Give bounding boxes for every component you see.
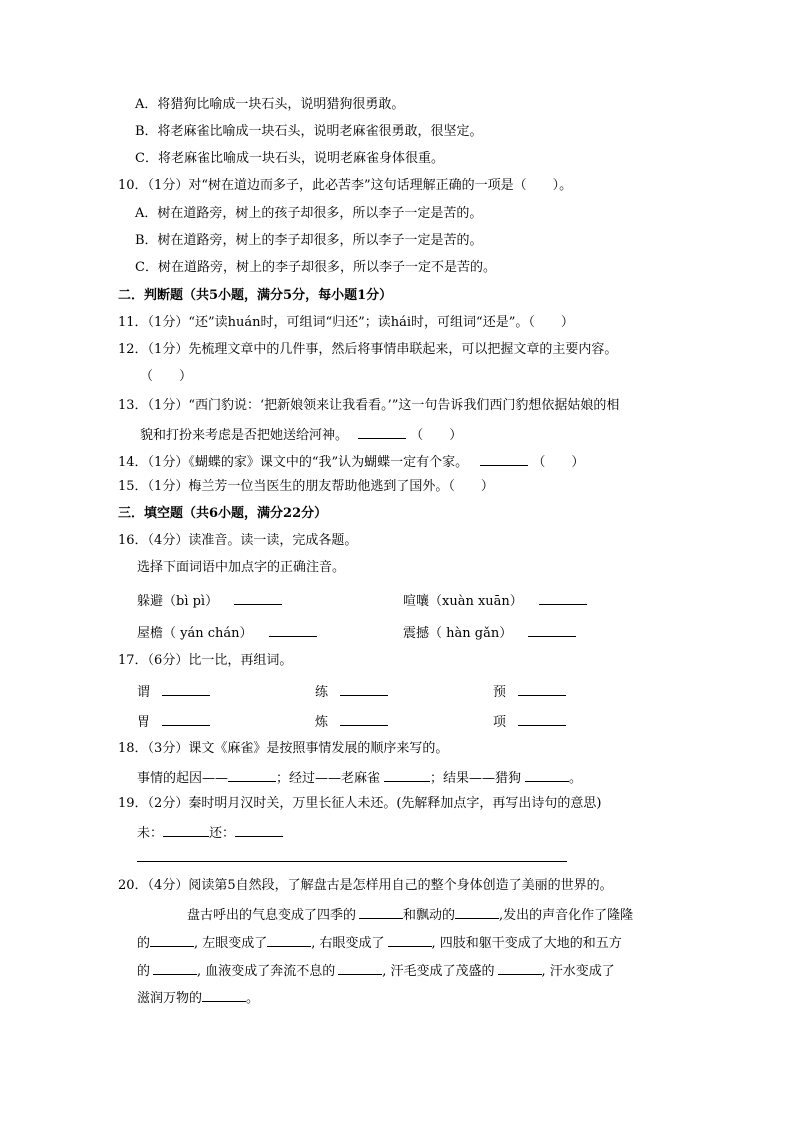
q17-char-5: 炼 <box>315 715 329 730</box>
q20-l2b: , 左眼变成了 <box>194 936 268 951</box>
q10-option-b: B．树在道路旁，树上的李子却很多，所以李子一定是苦的。 <box>135 233 483 248</box>
q19-huan-label: 还： <box>209 826 236 841</box>
q13-answer-paren: （ ） <box>410 428 463 443</box>
q20-l1b: 和飘动的 <box>403 908 456 923</box>
q20-stem: 20．（4分）阅读第5自然段，了解盘古是怎样用自己的整个身体创造了美丽的世界的。 <box>118 878 613 893</box>
q20-l1a: 盘古呼出的气息变成了四季的 <box>187 908 357 923</box>
q20-blank-7[interactable] <box>338 960 382 975</box>
q16-item-2 <box>403 590 587 611</box>
q20-l4a: 滋润万物的 <box>137 991 203 1006</box>
q17-blank-5[interactable] <box>340 711 388 726</box>
q20-l3d: , 汗水变成了 <box>541 964 615 979</box>
q20-l3a: 的 <box>137 964 151 979</box>
q17-cell-2 <box>315 681 388 702</box>
q18-blank-result[interactable] <box>525 767 569 782</box>
q16-blank-2[interactable] <box>539 590 587 605</box>
q20-line3 <box>137 960 615 981</box>
q17-blank-4[interactable] <box>162 711 210 726</box>
q17-char-6: 项 <box>493 715 507 730</box>
q17-char-2: 练 <box>315 685 329 700</box>
q19-blank-huan[interactable] <box>235 822 283 837</box>
q17-blank-6[interactable] <box>518 711 566 726</box>
q17-cell-4 <box>137 711 210 732</box>
q20-l2a: 的 <box>137 936 151 951</box>
q12-line1: 12．（1分）先梳理文章中的几件事，然后将事情串联起来，可以把握文章的主要内容。 <box>118 342 618 357</box>
q12-answer-paren: （ ） <box>140 369 193 384</box>
q16-blank-4[interactable] <box>528 622 576 637</box>
q20-line1 <box>187 904 633 925</box>
q19-blank-wei[interactable] <box>163 822 209 837</box>
q14-answer-paren: （ ） <box>532 455 585 470</box>
q15: 15．（1分）梅兰芳一位当医生的朋友帮助他逃到了国外。（ ） <box>118 479 494 494</box>
q11: 11．（1分）“还”读huán时，可组词“归还”；读hái时，可组词“还是”。（ ） <box>118 315 574 330</box>
q16-item-3 <box>137 622 317 643</box>
q20-blank-6[interactable] <box>153 960 197 975</box>
q14 <box>118 451 584 472</box>
q18-blank-process[interactable] <box>384 767 430 782</box>
q18-end: 。 <box>569 771 583 786</box>
q20-blank-8[interactable] <box>498 960 542 975</box>
q20-l3c: , 汗毛变成了茂盛的 <box>382 964 495 979</box>
q20-blank-9[interactable] <box>202 987 246 1002</box>
q17-cell-5 <box>315 711 388 732</box>
q17-blank-1[interactable] <box>162 681 210 696</box>
q20-blank-4[interactable] <box>267 932 311 947</box>
q19-wei-label: 未： <box>137 826 164 841</box>
q18-cause-label: 事情的起因—— <box>137 771 229 786</box>
q20-blank-5[interactable] <box>388 932 432 947</box>
q17-cell-3 <box>493 681 566 702</box>
q17-char-3: 预 <box>493 685 507 700</box>
q18-stem: 18．（3分）课文《麻雀》是按照事情发展的顺序来写的。 <box>118 741 449 756</box>
section3-heading: 三．填空题（共6小题，满分22分） <box>118 506 328 521</box>
q9-option-b: B．将老麻雀比喻成一块石头，说明老麻雀很勇敢，很坚定。 <box>135 124 483 139</box>
q17-cell-6 <box>493 711 566 732</box>
q13-blank[interactable] <box>358 424 406 439</box>
q17-stem: 17．（6分）比一比，再组词。 <box>118 653 293 668</box>
q20-blank-1[interactable] <box>359 904 403 919</box>
q17-blank-3[interactable] <box>518 681 566 696</box>
q19-line <box>137 822 283 843</box>
q20-l2d: , 四肢和躯干变成了大地的和五方 <box>431 936 622 951</box>
q17-cell-1 <box>137 681 210 702</box>
q18-line <box>137 767 582 788</box>
q20-l3b: , 血液变成了奔流不息的 <box>197 964 336 979</box>
q18-blank-cause[interactable] <box>228 767 276 782</box>
q16-item-1-text: 躲避（bì pì） <box>137 594 219 609</box>
q9-option-a: A．将猎狗比喻成一块石头，说明猎狗很勇敢。 <box>135 97 405 112</box>
q16-item-4 <box>403 622 576 643</box>
q9-option-c: C．将老麻雀比喻成一块石头，说明老麻雀身体很重。 <box>135 151 444 166</box>
q10-stem: 10．（1分）对“树在道边而多子，此必苦李”这句话理解正确的一项是（ ）。 <box>118 178 573 193</box>
q16-stem: 16．（4分）读准音。读一读，完成各题。 <box>118 533 358 548</box>
q13-text: 貌和打扮来考虑是否把她送给河神。 <box>140 428 349 443</box>
q16-item-3-text: 屋檐（ yán chán） <box>137 626 253 641</box>
q13-line2 <box>140 424 462 445</box>
q20-l1c: ,发出的声音化作了隆隆 <box>499 908 634 923</box>
q14-blank[interactable] <box>480 451 528 466</box>
q20-l2c: , 右眼变成了 <box>311 936 385 951</box>
section2-heading: 二．判断题（共5小题，满分5分，每小题1分） <box>118 288 393 303</box>
q10-option-a: A．树在道路旁，树上的孩子却很多，所以李子一定是苦的。 <box>135 206 483 221</box>
q20-blank-2[interactable] <box>455 904 499 919</box>
q16-item-2-text: 喧嚷（xuàn xuān） <box>403 594 523 609</box>
q16-instruction: 选择下面词语中加点字的正确注音。 <box>137 560 346 575</box>
q17-blank-2[interactable] <box>340 681 388 696</box>
q20-line4 <box>137 987 259 1008</box>
q20-line2 <box>137 932 622 953</box>
q16-blank-3[interactable] <box>269 622 317 637</box>
q14-text: 14．（1分）《蝴蝶的家》课文中的“我”认为蝴蝶一定有个家。 <box>118 455 469 470</box>
q16-blank-1[interactable] <box>234 590 282 605</box>
q18-result-label: ；结果——猎狗 <box>430 771 522 786</box>
q19-stem: 19．（2分）秦时明月汉时关，万里长征人未还。(先解释加点字，再写出诗句的意思) <box>118 796 602 811</box>
q19-answer-line[interactable] <box>137 861 567 862</box>
q16-item-4-text: 震撼（ hàn gǎn） <box>403 626 513 641</box>
q10-option-c: C．树在道路旁，树上的李子却很多，所以李子一定不是苦的。 <box>135 260 496 275</box>
q13-line1: 13．（1分）“西门豹说：‘把新娘领来让我看看。’”这一句告诉我们西门豹想依据姑娘的相 <box>118 398 620 413</box>
q18-process-label: ；经过——老麻雀 <box>276 771 381 786</box>
q20-blank-3[interactable] <box>150 932 194 947</box>
q16-item-1 <box>137 590 282 611</box>
q20-l4b: 。 <box>246 991 260 1006</box>
q17-char-4: 胃 <box>137 715 151 730</box>
q17-char-1: 谓 <box>137 685 151 700</box>
